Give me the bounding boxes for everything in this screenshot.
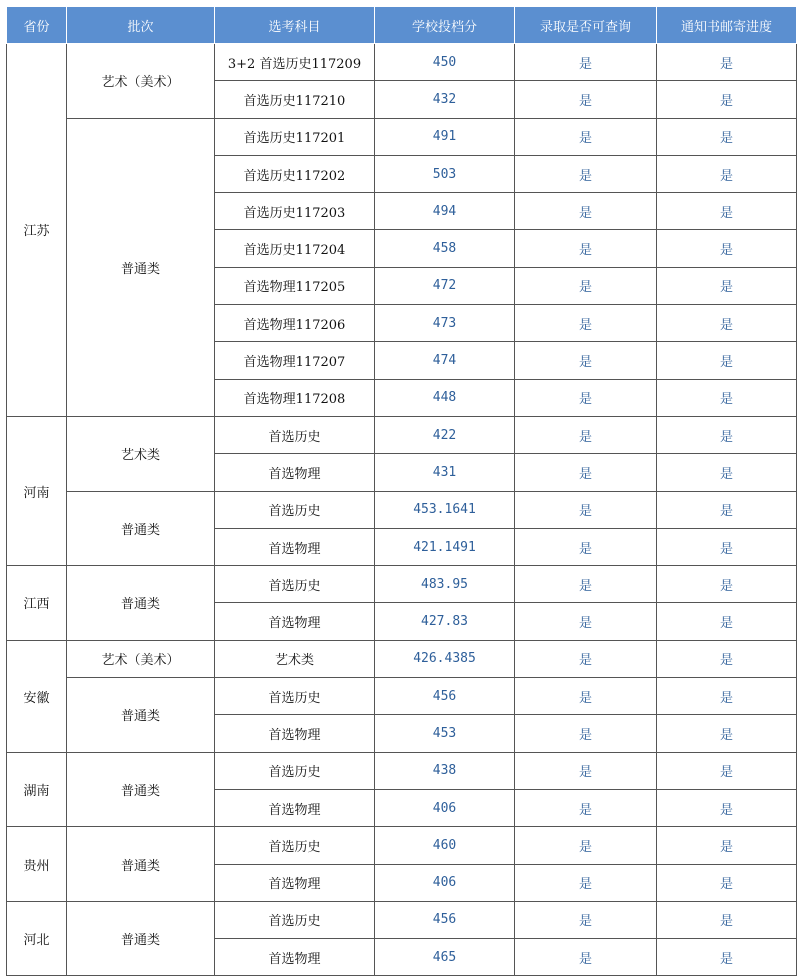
score-cell: 438 xyxy=(375,752,515,789)
query-status-cell: 是 xyxy=(515,491,657,528)
query-status-cell: 是 xyxy=(515,939,657,976)
query-status-cell: 是 xyxy=(515,864,657,901)
score-cell: 460 xyxy=(375,827,515,864)
mail-progress-cell: 是 xyxy=(657,81,797,118)
admission-score-table xyxy=(6,6,797,976)
mail-progress-cell: 是 xyxy=(657,416,797,453)
subject-cell: 首选物理 xyxy=(215,603,375,640)
batch-cell: 普通类 xyxy=(67,827,215,902)
query-status-cell: 是 xyxy=(515,678,657,715)
score-cell: 432 xyxy=(375,81,515,118)
query-status-cell: 是 xyxy=(515,454,657,491)
query-status-cell: 是 xyxy=(515,789,657,826)
subject-cell: 首选历史117210 xyxy=(215,81,375,118)
batch-cell: 普通类 xyxy=(67,752,215,827)
query-status-cell: 是 xyxy=(515,901,657,938)
query-status-cell: 是 xyxy=(515,528,657,565)
query-status-cell: 是 xyxy=(515,566,657,603)
batch-cell: 普通类 xyxy=(67,566,215,641)
score-cell: 426.4385 xyxy=(375,640,515,677)
subject-cell: 首选物理 xyxy=(215,715,375,752)
subject-cell: 首选历史 xyxy=(215,827,375,864)
mail-progress-cell: 是 xyxy=(657,267,797,304)
query-status-cell: 是 xyxy=(515,715,657,752)
header-score: 学校投档分 xyxy=(375,7,515,44)
subject-cell: 首选历史 xyxy=(215,416,375,453)
query-status-cell: 是 xyxy=(515,827,657,864)
query-status-cell: 是 xyxy=(515,267,657,304)
score-cell: 421.1491 xyxy=(375,528,515,565)
score-cell: 422 xyxy=(375,416,515,453)
query-status-cell: 是 xyxy=(515,81,657,118)
subject-cell: 首选历史117201 xyxy=(215,118,375,155)
query-status-cell: 是 xyxy=(515,44,657,81)
query-status-cell: 是 xyxy=(515,379,657,416)
query-status-cell: 是 xyxy=(515,155,657,192)
mail-progress-cell: 是 xyxy=(657,939,797,976)
score-cell: 453 xyxy=(375,715,515,752)
mail-progress-cell: 是 xyxy=(657,789,797,826)
table-row xyxy=(7,678,797,715)
subject-cell: 首选物理 xyxy=(215,789,375,826)
score-cell: 431 xyxy=(375,454,515,491)
batch-cell: 艺术（美术） xyxy=(67,640,215,677)
subject-cell: 首选历史117203 xyxy=(215,193,375,230)
subject-cell: 首选历史 xyxy=(215,491,375,528)
province-cell: 贵州 xyxy=(7,827,67,902)
table-row xyxy=(7,118,797,155)
batch-cell: 普通类 xyxy=(67,118,215,416)
table-row xyxy=(7,901,797,938)
province-cell: 湖南 xyxy=(7,752,67,827)
mail-progress-cell: 是 xyxy=(657,342,797,379)
score-cell: 473 xyxy=(375,305,515,342)
score-cell: 458 xyxy=(375,230,515,267)
province-cell: 江苏 xyxy=(7,44,67,417)
query-status-cell: 是 xyxy=(515,603,657,640)
subject-cell: 首选物理 xyxy=(215,864,375,901)
score-cell: 450 xyxy=(375,44,515,81)
batch-cell: 普通类 xyxy=(67,901,215,976)
table-body xyxy=(7,44,797,976)
mail-progress-cell: 是 xyxy=(657,901,797,938)
mail-progress-cell: 是 xyxy=(657,640,797,677)
subject-cell: 首选物理117207 xyxy=(215,342,375,379)
mail-progress-cell: 是 xyxy=(657,752,797,789)
table-row xyxy=(7,416,797,453)
subject-cell: 首选物理117205 xyxy=(215,267,375,304)
subject-cell: 首选物理117206 xyxy=(215,305,375,342)
table-row xyxy=(7,491,797,528)
mail-progress-cell: 是 xyxy=(657,491,797,528)
subject-cell: 首选物理117208 xyxy=(215,379,375,416)
score-cell: 456 xyxy=(375,901,515,938)
query-status-cell: 是 xyxy=(515,230,657,267)
table-row xyxy=(7,566,797,603)
mail-progress-cell: 是 xyxy=(657,230,797,267)
province-cell: 安徽 xyxy=(7,640,67,752)
score-cell: 453.1641 xyxy=(375,491,515,528)
batch-cell: 艺术类 xyxy=(67,416,215,491)
mail-progress-cell: 是 xyxy=(657,864,797,901)
score-cell: 494 xyxy=(375,193,515,230)
subject-cell: 首选历史117202 xyxy=(215,155,375,192)
score-cell: 503 xyxy=(375,155,515,192)
subject-cell: 首选历史117204 xyxy=(215,230,375,267)
score-cell: 448 xyxy=(375,379,515,416)
province-cell: 河北 xyxy=(7,901,67,976)
mail-progress-cell: 是 xyxy=(657,44,797,81)
header-province: 省份 xyxy=(7,7,67,44)
mail-progress-cell: 是 xyxy=(657,528,797,565)
mail-progress-cell: 是 xyxy=(657,305,797,342)
province-cell: 江西 xyxy=(7,566,67,641)
table-row xyxy=(7,752,797,789)
score-cell: 406 xyxy=(375,864,515,901)
subject-cell: 艺术类 xyxy=(215,640,375,677)
query-status-cell: 是 xyxy=(515,640,657,677)
table-row xyxy=(7,640,797,677)
query-status-cell: 是 xyxy=(515,342,657,379)
batch-cell: 普通类 xyxy=(67,491,215,566)
subject-cell: 首选物理 xyxy=(215,939,375,976)
header-batch: 批次 xyxy=(67,7,215,44)
mail-progress-cell: 是 xyxy=(657,603,797,640)
batch-cell: 普通类 xyxy=(67,678,215,753)
score-cell: 406 xyxy=(375,789,515,826)
batch-cell: 艺术（美术） xyxy=(67,44,215,119)
query-status-cell: 是 xyxy=(515,416,657,453)
mail-progress-cell: 是 xyxy=(657,566,797,603)
query-status-cell: 是 xyxy=(515,193,657,230)
mail-progress-cell: 是 xyxy=(657,118,797,155)
subject-cell: 首选历史 xyxy=(215,752,375,789)
table-row xyxy=(7,827,797,864)
score-cell: 465 xyxy=(375,939,515,976)
header-row xyxy=(7,7,797,44)
mail-progress-cell: 是 xyxy=(657,379,797,416)
subject-cell: 首选物理 xyxy=(215,454,375,491)
header-subject: 选考科目 xyxy=(215,7,375,44)
score-cell: 483.95 xyxy=(375,566,515,603)
query-status-cell: 是 xyxy=(515,752,657,789)
table-header xyxy=(7,7,797,44)
header-mail: 通知书邮寄进度 xyxy=(657,7,797,44)
header-query: 录取是否可查询 xyxy=(515,7,657,44)
subject-cell: 首选历史 xyxy=(215,901,375,938)
score-cell: 474 xyxy=(375,342,515,379)
subject-cell: 首选历史 xyxy=(215,678,375,715)
subject-cell: 首选物理 xyxy=(215,528,375,565)
query-status-cell: 是 xyxy=(515,118,657,155)
mail-progress-cell: 是 xyxy=(657,678,797,715)
subject-cell: 首选历史 xyxy=(215,566,375,603)
score-cell: 491 xyxy=(375,118,515,155)
score-cell: 472 xyxy=(375,267,515,304)
mail-progress-cell: 是 xyxy=(657,827,797,864)
mail-progress-cell: 是 xyxy=(657,155,797,192)
mail-progress-cell: 是 xyxy=(657,454,797,491)
mail-progress-cell: 是 xyxy=(657,193,797,230)
query-status-cell: 是 xyxy=(515,305,657,342)
table-row xyxy=(7,44,797,81)
mail-progress-cell: 是 xyxy=(657,715,797,752)
subject-cell: 3+2 首选历史117209 xyxy=(215,44,375,81)
province-cell: 河南 xyxy=(7,416,67,565)
score-cell: 427.83 xyxy=(375,603,515,640)
score-cell: 456 xyxy=(375,678,515,715)
